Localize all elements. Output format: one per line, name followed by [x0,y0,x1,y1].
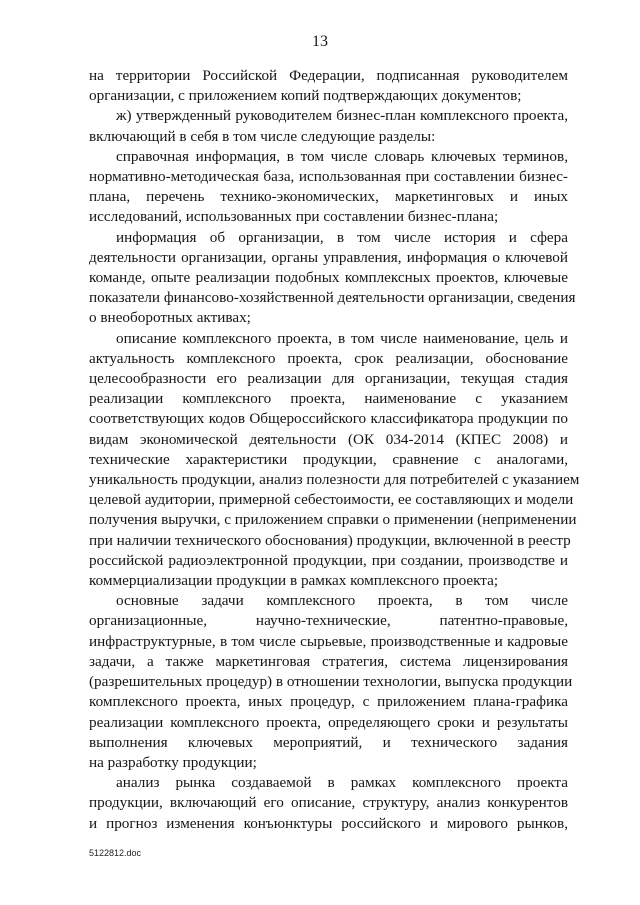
text-line: комплексного проекта, иных процедур, с приложением плана-графика [89,693,568,711]
text-line: показатели финансово-хозяйственной деятельности организации, сведения [89,289,576,307]
text-line: описание комплексного проекта, в том числе наименование, цель и [116,329,568,347]
text-line: деятельности организации, органы управления, информация о ключевой [89,248,568,266]
text-line: информация об организации, в том числе история и сфера [116,228,568,246]
text-line: на разработку продукции; [89,753,257,771]
text-line: продукции, включающий его описание, структуру, анализ конкурентов [89,794,568,812]
text-line: организационные, научно-технические, патентно-правовые, [89,612,568,630]
text-line: организации, с приложением копий подтверждающих документов; [89,87,522,105]
text-line: при наличии технического обоснования) продукции, включенной в реестр [89,531,571,549]
text-line: основные задачи комплексного проекта, в том числе [116,592,568,610]
text-line: уникальность продукции, анализ полезности для потребителей с указанием [89,471,580,489]
text-line: нормативно-методическая база, использованная при составлении бизнес- [89,168,568,186]
text-line: получения выручки, с приложением справки о применении (неприменении [89,511,577,529]
text-line: соответствующих кодов Общероссийского классификатора продукции по [89,410,568,428]
text-line: плана, перечень технико-экономических, маркетинговых и иных [89,188,568,206]
text-line: коммерциализации продукции в рамках комплексного проекта; [89,572,499,590]
text-line: анализ рынка создаваемой в рамках комплексного проекта [116,774,568,792]
text-line: выполнения ключевых мероприятий, и технического задания [89,733,568,751]
text-line: технические характеристики продукции, сравнение с аналогами, [89,450,568,468]
document-body [89,66,580,834]
text-line: видам экономической деятельности (ОК 034-2014 (КПЕС 2008) и [89,430,568,448]
text-line: справочная информация, в том числе словарь ключевых терминов, [116,147,568,165]
page-number: 13 [312,33,328,50]
text-line: задачи, а также маркетинговая стратегия, система лицензирования [89,652,568,670]
text-line: о внеоборотных активах; [89,309,251,327]
text-line: на территории Российской Федерации, подписанная руководителем [89,67,568,84]
text-line: команде, опыте реализации подобных комплексных проектов, ключевые [89,269,568,287]
footer-file-code: 5122812.doc [89,848,142,858]
text-line: реализации комплексного проекта, наименование с указанием [89,390,568,408]
text-line: инфраструктурные, в том числе сырьевые, производственные и кадровые [89,632,568,650]
text-line: ж) утвержденный руководителем бизнес-план комплексного проекта, [116,107,568,125]
text-line: и прогноз изменения конъюнктуры российского и мирового рынков, [89,814,568,832]
text-line: включающий в себя в том числе следующие разделы: [89,127,436,145]
text-line: целевой аудитории, примерной себестоимости, ее составляющих и модели [89,491,574,509]
text-line: (разрешительных процедур) в отношении технологии, выпуска продукции [89,673,573,691]
text-line: целесообразности его реализации для организации, текущая стадия [89,370,568,388]
text-line: реализации комплексного проекта, определяющего сроки и результаты [89,713,568,731]
text-line: актуальность комплексного проекта, срок реализации, обоснование [89,349,568,367]
text-line: исследований, использованных при составлении бизнес-плана; [89,208,499,226]
text-line: российской радиоэлектронной продукции, при создании, производстве и [89,551,568,569]
